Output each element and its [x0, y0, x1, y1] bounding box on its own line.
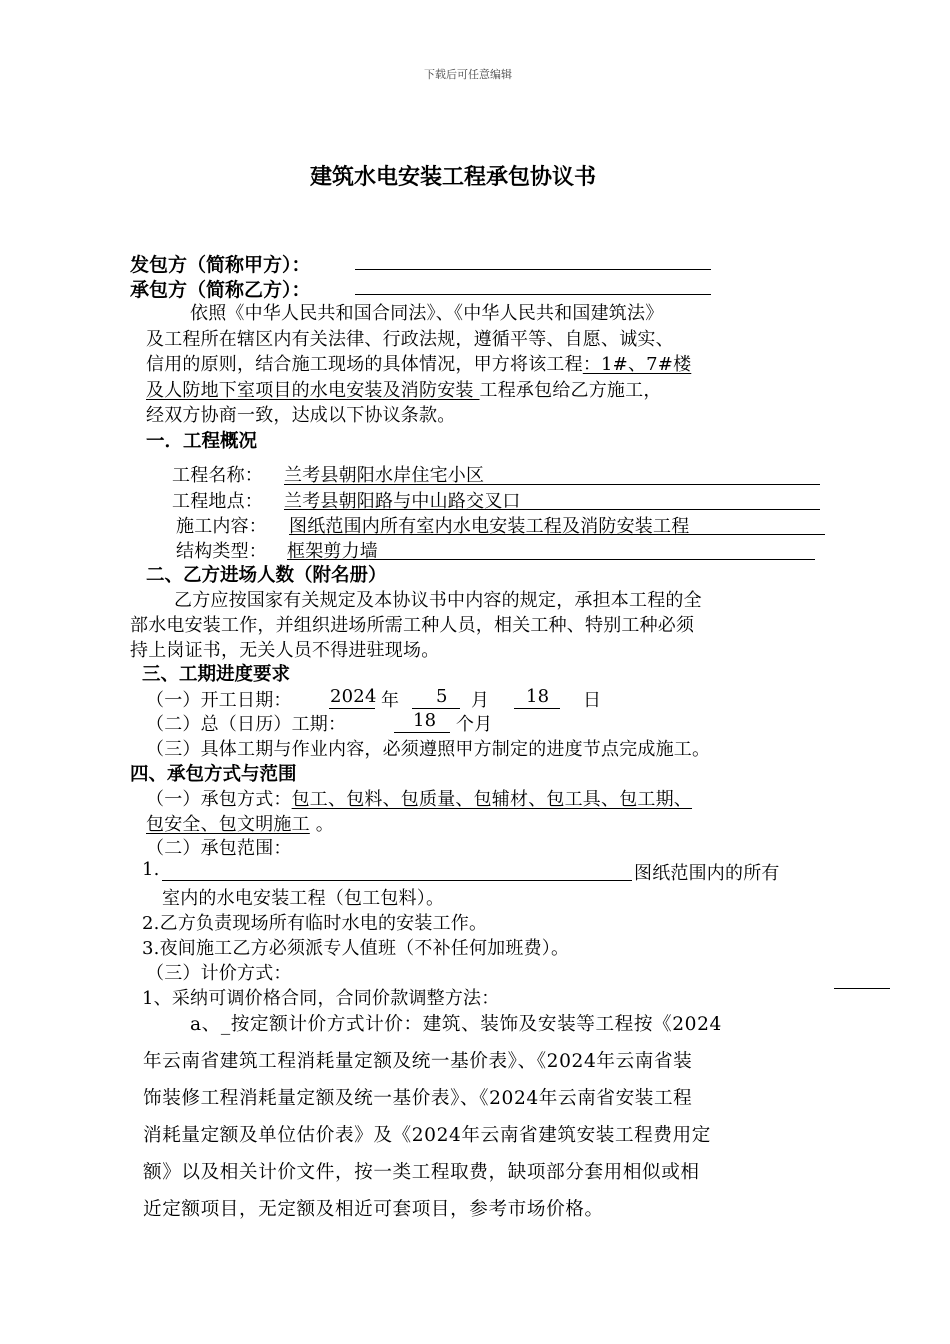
start-day: 18 — [526, 686, 550, 707]
year-unit: 年 — [381, 690, 400, 711]
intro-line-4 — [146, 376, 662, 402]
party-b-label: 承包方（简称乙方）： — [130, 279, 311, 301]
section-2-heading: 二、乙方进场人数（附名册） — [146, 565, 387, 586]
month-unit: 月 — [471, 690, 490, 711]
scope-item-1-blank[interactable] — [162, 880, 632, 881]
party-a-label: 发包方（简称甲方）： — [130, 254, 311, 276]
scope-item-1-line-2: 室内的水电安装工程（包工包料）。 — [162, 888, 445, 909]
contract-method-label: （一）承包方式： — [146, 789, 292, 810]
pricing-paragraph-line-4: 消耗量定额及单位估价表》及《2024年云南省建筑安装工程费用定 — [143, 1125, 711, 1146]
party-b-blank[interactable] — [355, 294, 711, 295]
document-title: 建筑水电安装工程承包协议书 — [310, 165, 597, 190]
scope-item-1-suffix: 图纸范围内的所有 — [634, 863, 780, 884]
start-year-underline — [329, 708, 375, 709]
intro-line-3-text: 信用的原则，结合施工现场的具体情况，甲方将该工程 — [146, 354, 583, 375]
project-scope-part1: ：1#、7#楼 — [582, 354, 692, 375]
duration-label: （二）总（日历）工期： — [146, 714, 347, 735]
start-year: 2024 — [330, 686, 377, 707]
start-month: 5 — [436, 686, 448, 707]
contract-method-line-2 — [146, 810, 334, 836]
project-location-underline — [284, 509, 820, 510]
pricing-paragraph-line-5: 额》以及相关计价文件，按一类工程取费，缺项部分套用相似或相 — [143, 1162, 700, 1183]
section-1-heading: 一．工程概况 — [146, 431, 258, 452]
scope-item-1-number: 1. — [142, 859, 160, 880]
contract-method-value-1: 包工、包料、包质量、包辅材、包工具、包工期、 — [291, 789, 693, 810]
intro-line-4-text: 工程承包给乙方施工， — [479, 380, 662, 401]
project-name-value: 兰考县朝阳水岸住宅小区 — [284, 465, 485, 486]
section-2-line-2: 部水电安装工作，并组织进场所需工种人员，相关工种、特别工种必须 — [130, 615, 695, 636]
scope-item-3: 3.夜间施工乙方必须派专人值班（不补任何加班费）。 — [142, 938, 570, 959]
section-2-line-3: 持上岗证书，无关人员不得进驻现场。 — [130, 640, 440, 661]
project-scope-part2: 及人防地下室项目的水电安装及消防安装 — [146, 380, 480, 401]
schedule-item-3: （三）具体工期与作业内容，必须遵照甲方制定的进度节点完成施工。 — [146, 739, 711, 760]
structure-type-value: 框架剪力墙 — [287, 541, 378, 562]
pricing-paragraph-line-3: 饰装修工程消耗量定额及统一基价表》、《2024年云南省安装工程 — [143, 1088, 693, 1109]
pricing-paragraph-line-2: 年云南省建筑工程消耗量定额及统一基价表》、《2024年云南省装 — [143, 1051, 693, 1072]
work-content-label: 施工内容： — [176, 516, 267, 537]
intro-line-3 — [146, 350, 691, 376]
section-3-heading: 三、工期进度要求 — [142, 664, 291, 685]
duration-underline — [394, 732, 450, 733]
pricing-paragraph-line-6: 近定额项目，无定额及相近可套项目，参考市场价格。 — [143, 1199, 604, 1220]
structure-type-label: 结构类型： — [176, 541, 267, 562]
contract-method-end: 。 — [309, 814, 334, 835]
structure-type-underline — [287, 559, 815, 560]
scope-item-2: 2.乙方负责现场所有临时水电的安装工作。 — [142, 913, 488, 934]
intro-line-2: 及工程所在辖区内有关法律、行政法规，遵循平等、自愿、诚实、 — [146, 329, 674, 350]
pricing-method-label: （三）计价方式： — [146, 963, 292, 984]
pricing-item-1: 1、采纳可调价格合同，合同价款调整方法： — [142, 988, 500, 1009]
start-month-underline — [412, 708, 460, 709]
intro-line-1: 依照《中华人民共和国合同法》、《中华人民共和国建筑法》 — [190, 303, 664, 324]
work-content-underline — [289, 534, 825, 535]
duration-value: 18 — [413, 710, 437, 731]
margin-line — [834, 988, 890, 989]
day-unit: 日 — [583, 690, 602, 711]
contract-method-line — [146, 785, 692, 811]
duration-unit: 个月 — [456, 714, 493, 735]
start-date-label: （一）开工日期： — [146, 690, 292, 711]
project-name-label: 工程名称： — [172, 465, 263, 486]
section-4-heading: 四、承包方式与范围 — [130, 764, 297, 785]
pricing-paragraph-line-1: a、_按定额计价方式计价：建筑、装饰及安装等工程按《2024 — [190, 1014, 722, 1035]
party-a-blank[interactable] — [355, 269, 711, 270]
contract-scope-label: （二）承包范围： — [146, 838, 292, 859]
intro-line-5: 经双方协商一致，达成以下协议条款。 — [146, 405, 456, 426]
project-location-value: 兰考县朝阳路与中山路交叉口 — [284, 491, 521, 512]
page-header-note: 下载后可任意编辑 — [424, 68, 512, 81]
section-2-line-1: 乙方应按国家有关规定及本协议书中内容的规定，承担本工程的全 — [174, 590, 702, 611]
start-day-underline — [514, 708, 560, 709]
work-content-value: 图纸范围内所有室内水电安装工程及消防安装工程 — [289, 516, 690, 537]
project-name-underline — [284, 484, 820, 485]
project-location-label: 工程地点： — [172, 491, 263, 512]
contract-method-value-2: 包安全、包文明施工 — [146, 814, 310, 835]
